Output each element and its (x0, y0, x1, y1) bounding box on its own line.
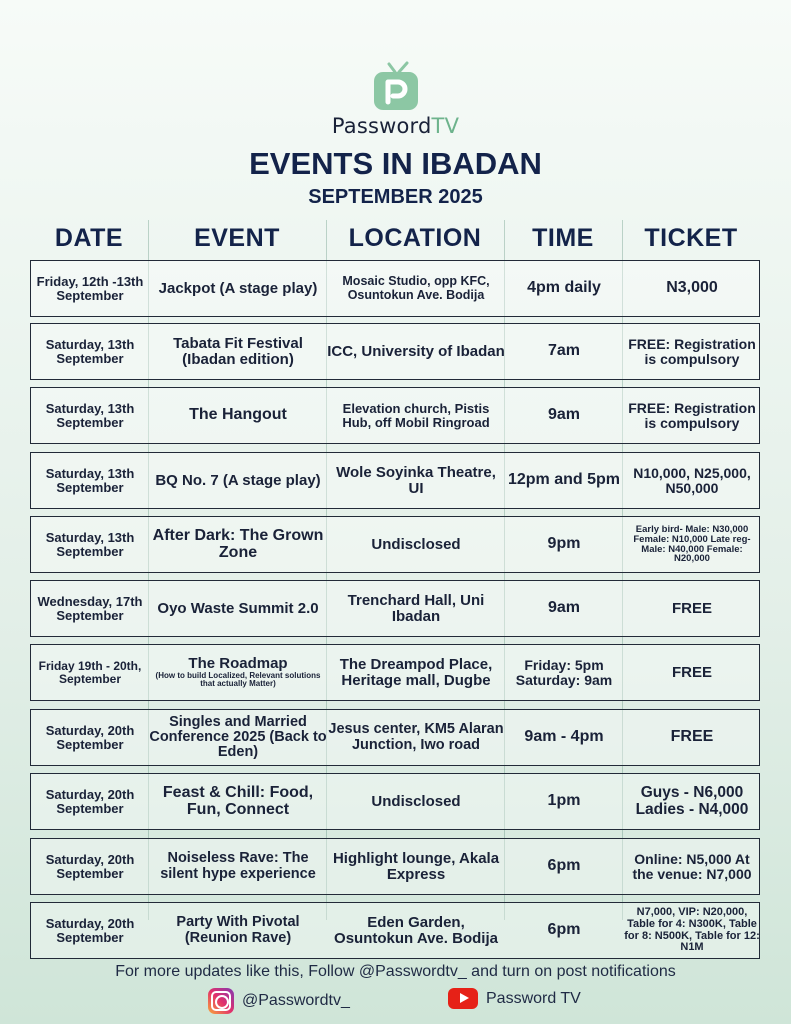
event-time: 12pm and 5pm (507, 471, 621, 489)
tv-logo-icon (371, 60, 421, 112)
column-header-date: DATE (54, 224, 124, 252)
event-name: Noiseless Rave: The silent hype experience (160, 850, 316, 882)
page-title: EVENTS IN IBADAN (249, 146, 542, 181)
event-name-cell (149, 645, 327, 700)
event-ticket: FREE (670, 728, 714, 746)
event-ticket: FREE (671, 599, 712, 617)
event-location: The Dreampod Place, Heritage mall, Dugbe (339, 655, 493, 689)
event-name: Feast & Chill: Food, Fun, Connect (162, 783, 314, 818)
table-row (30, 709, 760, 766)
event-time: 9am (547, 406, 581, 424)
event-time: 9am - 4pm (524, 728, 604, 746)
event-location: Undisclosed (371, 535, 461, 553)
table-row (30, 838, 760, 895)
event-date: Friday 19th - 20th, September (38, 658, 142, 686)
event-time: 7am (547, 342, 581, 360)
event-date: Saturday, 13th September (45, 400, 135, 430)
column-header-ticket: TICKET (644, 224, 738, 252)
event-name: The Hangout (189, 406, 287, 424)
event-name: Tabata Fit Festival (Ibadan edition) (173, 334, 303, 368)
event-location: Trenchard Hall, Uni Ibadan (347, 591, 485, 625)
event-date: Saturday, 20th September (45, 851, 135, 881)
event-location: Highlight lounge, Akala Express (332, 849, 500, 883)
brand-logo (0, 60, 791, 138)
event-ticket: FREE (671, 663, 712, 681)
column-header-time: TIME (532, 224, 594, 252)
table-row (30, 452, 760, 509)
event-location: Undisclosed (371, 792, 461, 810)
event-name: Singles and Married Conference 2025 (Back to Eden) (149, 713, 327, 761)
event-location: Elevation church, Pistis Hub, off Mobil Ringroad (342, 400, 490, 430)
table-row (30, 773, 760, 830)
event-date: Wednesday, 17th September (37, 593, 143, 623)
event-time: 9am (547, 599, 581, 617)
event-time: 4pm daily (527, 279, 601, 297)
instagram-link[interactable] (208, 988, 350, 1014)
youtube-channel[interactable]: Password TV (486, 989, 581, 1007)
instagram-icon (208, 988, 234, 1014)
event-ticket: FREE: Registration is compulsory (628, 399, 756, 431)
table-row (30, 902, 760, 959)
event-ticket: Guys - N6,000 Ladies - N4,000 (635, 784, 749, 818)
youtube-icon (448, 988, 478, 1009)
event-name: After Dark: The Grown Zone (152, 526, 324, 561)
event-ticket: Early bird- Male: N30,000 Female: N10,000 Late reg- Male: N40,000 Female: N20,000 (633, 523, 751, 565)
event-date: Saturday, 13th September (45, 465, 135, 495)
event-ticket: N7,000, VIP: N20,000, Table for 4: N300K, Table for 8: N500K, Table for 12: N1M (624, 906, 760, 954)
event-date: Friday, 12th -13th September (36, 273, 144, 303)
table-row (30, 387, 760, 444)
event-date: Saturday, 20th September (45, 722, 135, 752)
event-note: (How to build Localized, Relevant solutions that actually Matter) (155, 670, 321, 689)
instagram-handle[interactable]: @Passwordtv_ (242, 992, 350, 1009)
table-row (30, 516, 760, 573)
event-location: Eden Garden, Osuntokun Ave. Bodija (334, 913, 498, 947)
event-time: 9pm (547, 535, 581, 553)
youtube-link[interactable] (448, 988, 581, 1009)
event-date: Saturday, 13th September (45, 529, 135, 559)
event-location: Mosaic Studio, opp KFC, Osuntokun Ave. Bodija (342, 274, 490, 302)
event-ticket: N10,000, N25,000, N50,000 (633, 464, 751, 496)
table-row (30, 260, 760, 317)
event-location: ICC, University of Ibadan (327, 342, 505, 360)
table-row (30, 644, 760, 701)
event-time: 1pm (547, 792, 581, 810)
event-name: The Roadmap (188, 654, 288, 672)
event-time: 6pm (547, 921, 581, 939)
event-name: Party With Pivotal (Reunion Rave) (176, 914, 300, 946)
event-date: Saturday, 20th September (45, 786, 135, 816)
event-ticket: N3,000 (666, 279, 718, 297)
event-location: Wole Soyinka Theatre, UI (336, 463, 496, 497)
brand-name: PasswordTV (331, 114, 460, 138)
event-ticket: FREE: Registration is compulsory (628, 335, 756, 367)
table-row (30, 323, 760, 380)
column-header-location: LOCATION (348, 224, 482, 252)
event-date: Saturday, 20th September (45, 915, 135, 945)
column-header-event: EVENT (194, 224, 280, 252)
table-row (30, 580, 760, 637)
event-time: 6pm (547, 857, 581, 875)
page-subtitle: SEPTEMBER 2025 (308, 186, 483, 208)
event-date: Saturday, 13th September (45, 336, 135, 366)
footer-follow-text: For more updates like this, Follow @Passwordtv_ and turn on post notifications (115, 963, 676, 980)
event-name: Oyo Waste Summit 2.0 (157, 599, 319, 617)
event-location: Jesus center, KM5 Alaran Junction, Iwo road (328, 721, 504, 753)
event-time: Friday: 5pm Saturday: 9am (515, 656, 613, 688)
event-ticket: Online: N5,000 At the venue: N7,000 (632, 850, 752, 882)
event-name: Jackpot (A stage play) (158, 279, 318, 297)
event-name: BQ No. 7 (A stage play) (155, 471, 321, 489)
